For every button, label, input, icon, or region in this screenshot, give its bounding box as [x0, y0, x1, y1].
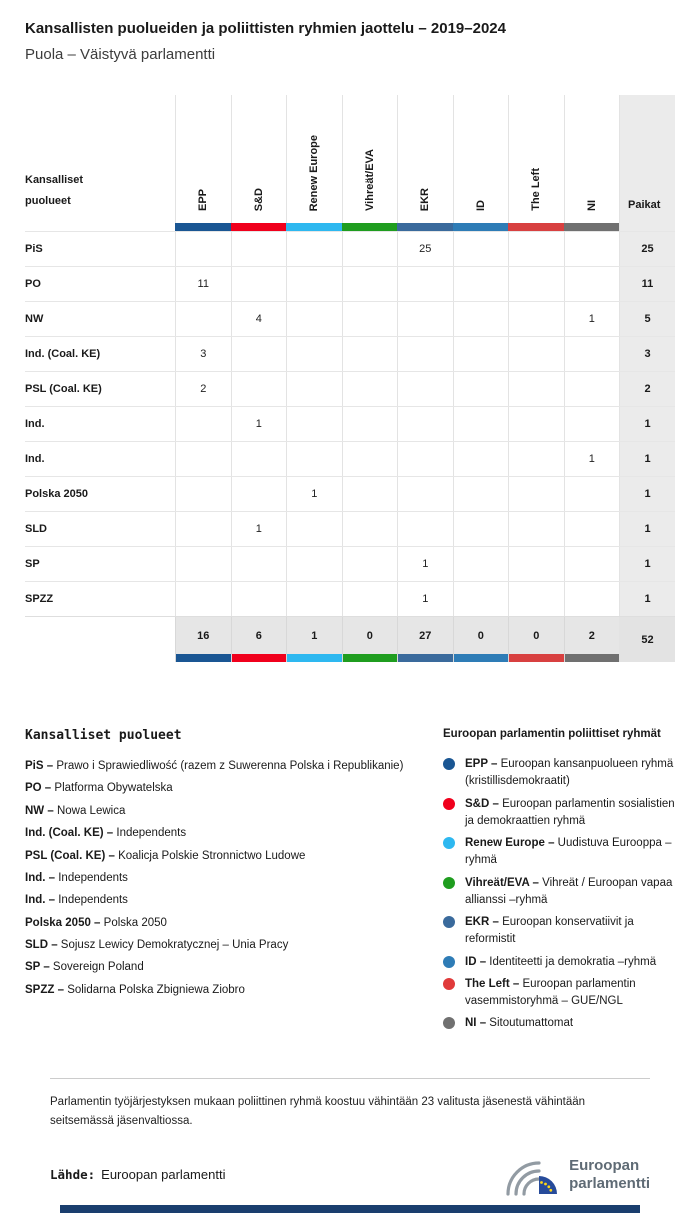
color-bar-left	[508, 223, 564, 231]
seat-cell-sd: 1	[231, 512, 287, 546]
ep-logo-line1: Euroopan	[569, 1157, 640, 1175]
seat-cell-sd	[231, 372, 287, 406]
row-seats-total: 1	[619, 407, 675, 441]
group-abbr: The Left –	[465, 977, 523, 990]
party-abbr: Ind. (Coal. KE) –	[25, 827, 117, 840]
seat-cell-ni: 1	[564, 442, 620, 476]
seat-cell-sd	[231, 267, 287, 301]
seat-cell-greens	[342, 512, 398, 546]
group-total-ni: 2	[564, 617, 620, 662]
source-label: Lähde:	[50, 1167, 96, 1183]
seat-cell-greens	[342, 407, 398, 441]
party-legend-item: SLD – Sojusz Lewicy Demokratycznej – Unia Pracy	[25, 939, 289, 951]
party-abbr: PO –	[25, 782, 55, 795]
seat-cell-ecr: 25	[397, 232, 453, 266]
seat-cell-renew	[286, 267, 342, 301]
group-legend-item	[443, 1015, 675, 1032]
seat-cell-id	[453, 582, 509, 616]
epp-color-dot	[443, 758, 455, 770]
seat-cell-ni	[564, 372, 620, 406]
total-color-bar-epp	[176, 654, 231, 662]
seat-cell-id	[453, 512, 509, 546]
table-row	[25, 371, 675, 406]
column-header-label: Vihreät/EVA	[363, 149, 376, 211]
ep-logo	[503, 1152, 650, 1198]
source	[50, 1167, 225, 1182]
sd-color-dot	[443, 798, 455, 810]
table-header-row	[25, 95, 675, 223]
seat-cell-greens	[342, 267, 398, 301]
group-legend-text: ID – Identiteetti ja demokratia –ryhmä	[465, 955, 657, 968]
group-abbr: EPP –	[465, 758, 501, 770]
group-legend-item	[443, 875, 675, 910]
seat-cell-ecr	[397, 407, 453, 441]
group-legend-item	[443, 796, 675, 831]
row-seats-total: 1	[619, 512, 675, 546]
seat-cell-greens	[342, 582, 398, 616]
party-abbr: SLD –	[25, 939, 61, 951]
table-row	[25, 231, 675, 266]
seat-cell-greens	[342, 232, 398, 266]
seat-cell-renew	[286, 372, 342, 406]
greens-color-dot	[443, 877, 455, 889]
row-seats-total: 1	[619, 582, 675, 616]
seat-cell-epp	[175, 407, 231, 441]
seat-cell-left	[508, 547, 564, 581]
table-row	[25, 476, 675, 511]
seat-cell-ecr	[397, 372, 453, 406]
table-row	[25, 406, 675, 441]
row-seats-total: 25	[619, 232, 675, 266]
seats-column-header: Paikat	[619, 95, 675, 223]
party-name: Ind.	[25, 418, 45, 430]
seat-cell-ecr	[397, 512, 453, 546]
party-legend-item: Ind. – Independents	[25, 894, 128, 907]
party-name: Polska 2050	[25, 488, 88, 500]
party-legend-item: Ind. (Coal. KE) – Independents	[25, 827, 187, 840]
ecr-color-dot	[443, 916, 455, 928]
column-header-label: EKR	[419, 187, 432, 211]
party-abbr: PiS –	[25, 760, 57, 772]
table-row	[25, 546, 675, 581]
party-abbr: SP –	[25, 961, 53, 974]
column-header-renew	[286, 95, 342, 223]
column-header-label: S&D	[252, 187, 265, 211]
total-color-bar-ecr	[398, 654, 453, 662]
ep-logo-text	[569, 1157, 650, 1192]
party-name: PSL (Coal. KE)	[25, 383, 102, 395]
seat-cell-sd	[231, 477, 287, 511]
seat-cell-epp	[175, 547, 231, 581]
seat-cell-greens	[342, 547, 398, 581]
seat-cell-greens	[342, 442, 398, 476]
ni-color-dot	[443, 1017, 455, 1029]
group-legend-text: Renew Europe – Uudistuva Eurooppa –ryhmä	[465, 837, 672, 867]
party-name: PiS	[25, 243, 43, 255]
seat-cell-ecr	[397, 442, 453, 476]
row-seats-total: 5	[619, 302, 675, 336]
seat-cell-sd: 4	[231, 302, 287, 336]
seat-cell-renew	[286, 232, 342, 266]
footnote: Parlamentin työjärjestyksen mukaan poliittinen ryhmä koostuu vähintään 23 valitusta jäsenestä vähintään seitsemässä jäsenvaltiossa.	[50, 1095, 586, 1128]
seat-cell-epp	[175, 512, 231, 546]
group-total-left: 0	[508, 617, 564, 662]
totals-row	[25, 616, 675, 662]
group-total-greens: 0	[342, 617, 398, 662]
color-bar-ecr	[397, 223, 453, 231]
party-legend-title: Kansalliset puolueet	[25, 728, 182, 743]
page-subtitle: Puola – Väistyvä parlamentti	[25, 46, 216, 63]
group-abbr: Vihreät/EVA –	[465, 876, 543, 889]
seat-cell-left	[508, 512, 564, 546]
seat-cell-renew	[286, 337, 342, 371]
seat-cell-sd	[231, 547, 287, 581]
total-color-bar-id	[454, 654, 509, 662]
party-legend-item: PO – Platforma Obywatelska	[25, 782, 173, 795]
seat-cell-id	[453, 547, 509, 581]
color-bar-id	[453, 223, 509, 231]
party-legend-item: NW – Nowa Lewica	[25, 804, 126, 817]
party-legend-item: SPZZ – Solidarna Polska Zbigniewa Ziobro	[25, 983, 245, 996]
legend-section	[25, 728, 675, 1038]
party-legend	[25, 728, 443, 1038]
group-total-id: 0	[453, 617, 509, 662]
column-header-ni	[564, 95, 620, 223]
source-value: Euroopan parlamentti	[101, 1167, 226, 1183]
color-bar-ni	[564, 223, 620, 231]
seat-cell-epp	[175, 302, 231, 336]
seat-cell-greens	[342, 477, 398, 511]
group-legend-text: S&D – Euroopan parlamentin sosialistien ja demokraattien ryhmä	[465, 797, 675, 827]
row-group-title: Kansalliset puolueet	[25, 174, 84, 207]
group-total-ecr: 27	[397, 617, 453, 662]
seat-cell-left	[508, 477, 564, 511]
group-abbr: ID –	[465, 955, 490, 968]
group-legend-item	[443, 954, 675, 971]
seat-cell-greens	[342, 302, 398, 336]
party-abbr: PSL (Coal. KE) –	[25, 849, 119, 862]
table-row	[25, 336, 675, 371]
seat-cell-left	[508, 302, 564, 336]
group-total-renew: 1	[286, 617, 342, 662]
seat-cell-id	[453, 232, 509, 266]
group-total-epp: 16	[175, 617, 231, 662]
party-name: Ind. (Coal. KE)	[25, 348, 101, 360]
seat-cell-sd	[231, 337, 287, 371]
seat-cell-ecr: 1	[397, 582, 453, 616]
column-header-id	[453, 95, 509, 223]
party-legend-list	[25, 759, 443, 997]
seat-cell-id	[453, 442, 509, 476]
seat-cell-epp: 11	[175, 267, 231, 301]
party-name: SP	[25, 558, 40, 570]
group-abbr: S&D –	[465, 797, 503, 810]
seat-cell-ni	[564, 582, 620, 616]
seat-cell-epp	[175, 232, 231, 266]
seat-cell-epp: 3	[175, 337, 231, 371]
column-header-label: NI	[585, 200, 598, 211]
seat-cell-sd	[231, 232, 287, 266]
seat-cell-left	[508, 442, 564, 476]
total-color-bar-left	[509, 654, 564, 662]
group-legend-list	[443, 756, 675, 1033]
group-abbr: NI –	[465, 1017, 490, 1030]
group-legend-title: Euroopan parlamentin poliittiset ryhmät	[443, 728, 661, 740]
seat-cell-ni	[564, 547, 620, 581]
seat-cell-renew	[286, 512, 342, 546]
seat-cell-left	[508, 582, 564, 616]
group-legend-item	[443, 914, 675, 949]
seat-cell-ni	[564, 477, 620, 511]
party-legend-item: PSL (Coal. KE) – Koalicja Polskie Stronnictwo Ludowe	[25, 849, 306, 862]
group-abbr: EKR –	[465, 916, 503, 928]
left-color-dot	[443, 978, 455, 990]
ep-hemicycle-icon	[503, 1152, 561, 1198]
party-abbr: NW –	[25, 804, 57, 817]
seat-cell-epp	[175, 582, 231, 616]
seat-cell-sd: 1	[231, 407, 287, 441]
column-header-label: The Left	[530, 168, 543, 211]
party-name: SLD	[25, 523, 47, 535]
group-legend-text: EKR – Euroopan konservatiivit ja reformistit	[465, 916, 634, 946]
group-total-sd: 6	[231, 617, 287, 662]
party-name: NW	[25, 313, 44, 325]
id-color-dot	[443, 956, 455, 968]
grand-total: 52	[619, 617, 675, 662]
seat-cell-ni	[564, 232, 620, 266]
table-row	[25, 511, 675, 546]
ep-logo-line2: parlamentti	[569, 1174, 650, 1192]
seat-cell-left	[508, 267, 564, 301]
seat-cell-greens	[342, 372, 398, 406]
seat-cell-id	[453, 477, 509, 511]
total-color-bar-ni	[565, 654, 620, 662]
seat-cell-left	[508, 232, 564, 266]
color-bar-greens	[342, 223, 398, 231]
group-color-bar-row	[25, 223, 675, 231]
row-seats-total: 11	[619, 267, 675, 301]
group-legend-item	[443, 835, 675, 870]
seat-cell-id	[453, 267, 509, 301]
party-name: Ind.	[25, 453, 45, 465]
seat-cell-ecr	[397, 267, 453, 301]
row-seats-total: 2	[619, 372, 675, 406]
group-legend-text: The Left – Euroopan parlamentin vasemmistoryhmä – GUE/NGL	[465, 977, 636, 1007]
seat-cell-left	[508, 372, 564, 406]
party-legend-item: SP – Sovereign Poland	[25, 961, 144, 974]
color-bar-epp	[175, 223, 231, 231]
party-abbr: Ind. –	[25, 894, 59, 907]
color-bar-renew	[286, 223, 342, 231]
column-header-greens	[342, 95, 398, 223]
row-seats-total: 1	[619, 477, 675, 511]
seat-cell-epp	[175, 477, 231, 511]
party-legend-item: PiS – Prawo i Sprawiedliwość (razem z Suwerenna Polska i Republikanie)	[25, 760, 404, 772]
seat-cell-renew	[286, 582, 342, 616]
seat-cell-sd	[231, 582, 287, 616]
seat-cell-ni	[564, 512, 620, 546]
party-abbr: SPZZ –	[25, 983, 68, 996]
seat-cell-ecr	[397, 337, 453, 371]
group-legend-text: NI – Sitoutumattomat	[465, 1017, 574, 1030]
table-row	[25, 581, 675, 616]
footer-row	[50, 1152, 650, 1198]
seat-cell-renew: 1	[286, 477, 342, 511]
column-header-sd	[231, 95, 287, 223]
seat-cell-id	[453, 302, 509, 336]
seat-cell-renew	[286, 442, 342, 476]
seat-cell-epp: 2	[175, 372, 231, 406]
renew-color-dot	[443, 837, 455, 849]
table-row	[25, 301, 675, 336]
seat-cell-left	[508, 337, 564, 371]
seat-cell-renew	[286, 547, 342, 581]
party-name: SPZZ	[25, 593, 54, 605]
party-abbr: Ind. –	[25, 871, 59, 884]
seat-cell-ni	[564, 337, 620, 371]
column-header-epp	[175, 95, 231, 223]
seat-cell-ni	[564, 267, 620, 301]
column-header-label: EPP	[197, 188, 210, 211]
row-seats-total: 1	[619, 547, 675, 581]
party-legend-item: Ind. – Independents	[25, 871, 128, 884]
group-legend-text: EPP – Euroopan kansanpuolueen ryhmä (kristillisdemokraatit)	[465, 758, 674, 788]
seat-cell-ecr	[397, 302, 453, 336]
row-seats-total: 3	[619, 337, 675, 371]
party-name: PO	[25, 278, 41, 290]
group-legend-item	[443, 756, 675, 791]
bottom-accent-bar	[60, 1205, 640, 1213]
distribution-table	[25, 95, 675, 662]
seat-cell-renew	[286, 407, 342, 441]
seat-cell-ecr: 1	[397, 547, 453, 581]
seat-cell-epp	[175, 442, 231, 476]
group-legend	[443, 728, 675, 1038]
seat-cell-ni	[564, 407, 620, 441]
seat-cell-id	[453, 407, 509, 441]
total-color-bar-renew	[287, 654, 342, 662]
total-color-bar-greens	[343, 654, 398, 662]
party-legend-item: Polska 2050 – Polska 2050	[25, 916, 167, 929]
column-header-left	[508, 95, 564, 223]
footer-divider	[50, 1078, 650, 1079]
seat-cell-ni: 1	[564, 302, 620, 336]
table-row	[25, 266, 675, 301]
color-bar-sd	[231, 223, 287, 231]
seat-cell-greens	[342, 337, 398, 371]
total-color-bar-sd	[232, 654, 287, 662]
table-row	[25, 441, 675, 476]
column-header-label: ID	[474, 200, 487, 211]
column-header-label: Renew Europe	[308, 134, 321, 211]
group-legend-item	[443, 976, 675, 1011]
seat-cell-renew	[286, 302, 342, 336]
page-title: Kansallisten puolueiden ja poliittisten ryhmien jaottelu – 2019–2024	[25, 20, 506, 37]
seat-cell-id	[453, 372, 509, 406]
column-header-ecr	[397, 95, 453, 223]
row-seats-total: 1	[619, 442, 675, 476]
party-abbr: Polska 2050 –	[25, 916, 104, 929]
seat-cell-id	[453, 337, 509, 371]
group-legend-text: Vihreät/EVA – Vihreät / Euroopan vapaa allianssi –ryhmä	[465, 876, 673, 906]
seat-cell-ecr	[397, 477, 453, 511]
seat-cell-sd	[231, 442, 287, 476]
group-abbr: Renew Europe –	[465, 837, 558, 849]
seat-cell-left	[508, 407, 564, 441]
